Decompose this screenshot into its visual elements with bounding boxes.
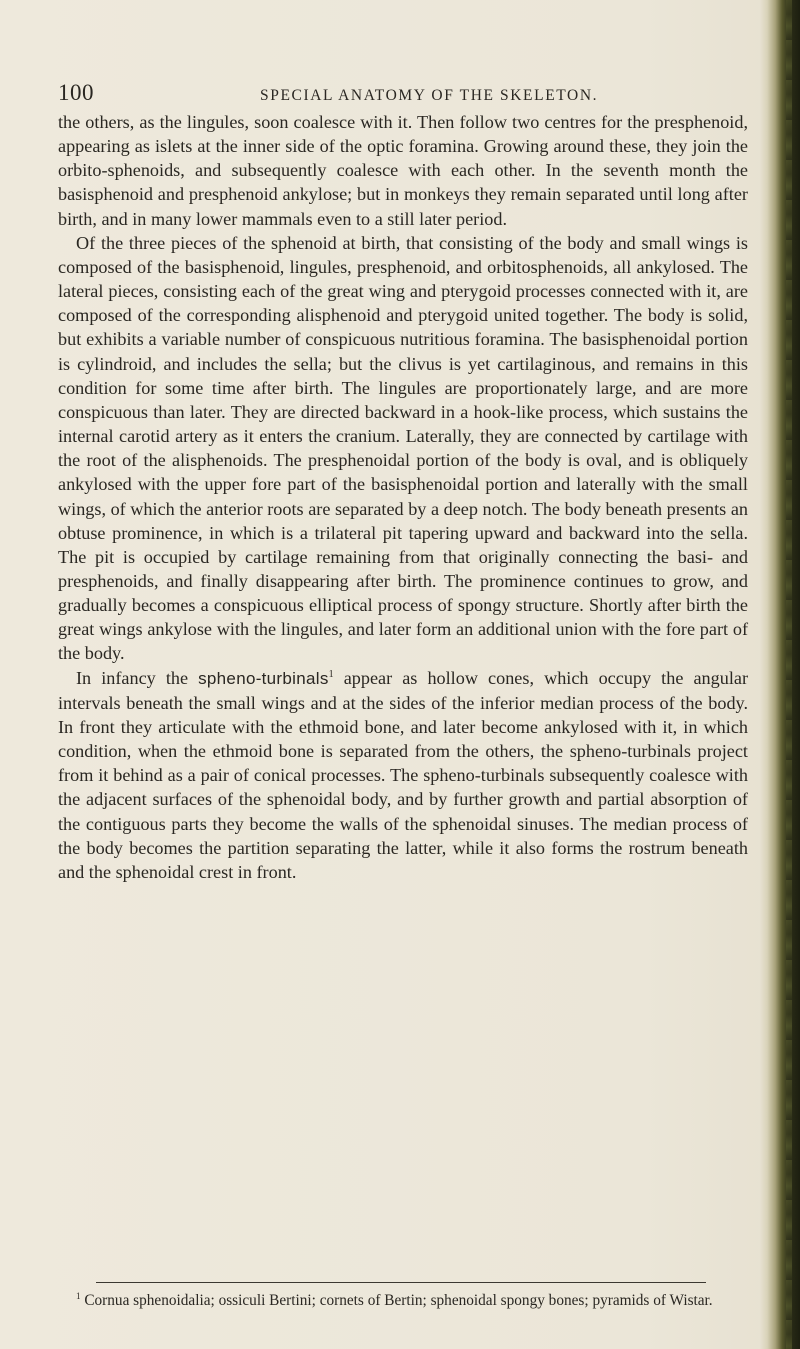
footnote-reference: 1: [328, 668, 334, 680]
page-number: 100: [58, 80, 94, 105]
footnote: [58, 1291, 748, 1311]
bold-term: spheno-turbinals: [198, 668, 329, 688]
binding-gutter: [760, 0, 800, 1349]
footnote-text: Cornua sphenoidalia; ossiculi Bertini; cornets of Bertin; sphenoidal spongy bones; pyramids of Wistar.: [84, 1292, 713, 1309]
footnote-divider: [96, 1282, 706, 1283]
paragraph-body: appear as hollow cones, which occupy the angular intervals beneath the small wings and at the sides of the inferior median process of the body. In front they articulate with the ethmoid bone, and later become ankylosed with it, in which condition, when the ethmoid bone is separated from the others, the spheno-turbinals project from it behind as a pair of conical processes. The spheno-turbinals subsequently coalesce with the adjacent surfaces of the sphenoidal body, and by further growth and partial absorption of the contiguous parts they become the walls of the sphenoidal sinuses. The median process of the body becomes the partition separating the latter, while it also forms the rostrum beneath and the sphenoidal crest in front.: [58, 667, 748, 882]
paragraph-spheno-turbinals: [58, 666, 748, 884]
binding-edge: [786, 0, 792, 1349]
footnote-marker: 1: [76, 1290, 81, 1301]
page-header: [58, 80, 748, 108]
running-head: SPECIAL ANATOMY OF THE SKELETON.: [260, 87, 599, 104]
paragraph-prefix: In infancy the: [76, 667, 199, 688]
paragraph-sphenoid-at-birth: Of the three pieces of the sphenoid at birth, that consisting of the body and small wings is composed of the basisphenoid, lingules, presphenoid, and orbitosphenoids, all ankylosed. The lateral pieces, consisting each of the great wing and pterygoid processes connected with it, are composed of the corresponding alisphenoid and pterygoid united together. The body is solid, but exhibits a variable number of conspicuous nutritious foramina. The basisphenoidal portion is cylindroid, and includes the sella; but the clivus is yet cartilaginous, and remains in this condition for some time after birth. The lingules are proportionately large, and are more conspicuous than later. They are directed backward in a hook-like process, which sustains the internal carotid artery as it enters the cranium. Laterally, they are connected by cartilage with the root of the alisphenoids. The presphenoidal portion of the body is oval, and is obliquely ankylosed with the upper fore part of the basisphenoidal portion and laterally with the small wings, of which the anterior roots are separated by a deep notch. The body beneath presents an obtuse prominence, in which is a trilateral pit tapering upward and backward into the sella. The pit is occupied by cartilage remaining from that originally connecting the basi- and presphenoids, and finally disappearing after birth. The prominence continues to grow, and gradually becomes a conspicuous elliptical process of spongy structure. Shortly after birth the great wings ankylose with the lingules, and later form an additional union with the fore part of the body.: [58, 232, 748, 664]
body-text: [58, 110, 748, 884]
paragraph-continuation: the others, as the lingules, soon coalesce with it. Then follow two centres for the presphenoid, appearing as islets at the inner side of the optic foramina. Growing around these, they join the orbito-sphenoids, and subsequently coalesce with each other. In the seventh month the basisphenoid and presphenoid ankylose; but in monkeys they remain separated until long after birth, and in many lower mammals even to a still later period.: [58, 112, 748, 229]
